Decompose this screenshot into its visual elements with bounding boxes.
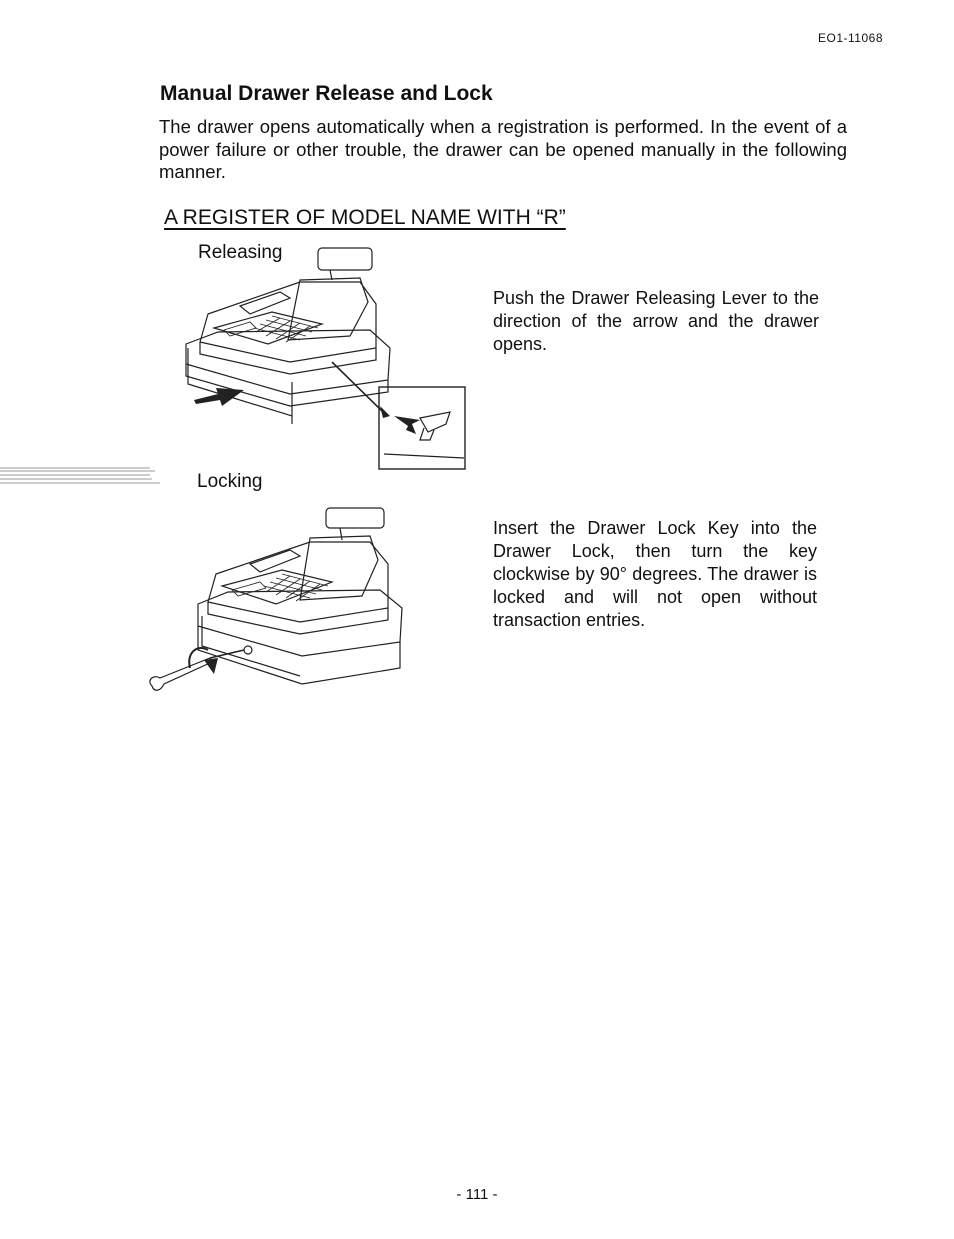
releasing-label: Releasing	[198, 242, 283, 263]
scan-artifact	[0, 466, 170, 488]
locking-illustration	[140, 500, 420, 700]
releasing-description: Push the Drawer Releasing Lever to the direction of the arrow and the drawer opens.	[493, 288, 819, 354]
releasing-illustration	[180, 244, 470, 474]
document-id: EO1-11068	[818, 31, 883, 45]
locking-description: Insert the Drawer Lock Key into the Drawer Lock, then turn the key clockwise by 90° degrees. The drawer is locked and will not open without transaction entries.	[493, 518, 817, 630]
page-title: Manual Drawer Release and Lock	[160, 82, 493, 105]
section-heading: A REGISTER OF MODEL NAME WITH “R”	[164, 206, 566, 229]
locking-label: Locking	[197, 471, 263, 492]
page-number: - 111 -	[456, 1186, 498, 1203]
intro-paragraph: The drawer opens automatically when a registration is performed. In the event of a power failure or other trouble, the drawer can be opened manually in the following manner.	[159, 116, 847, 182]
